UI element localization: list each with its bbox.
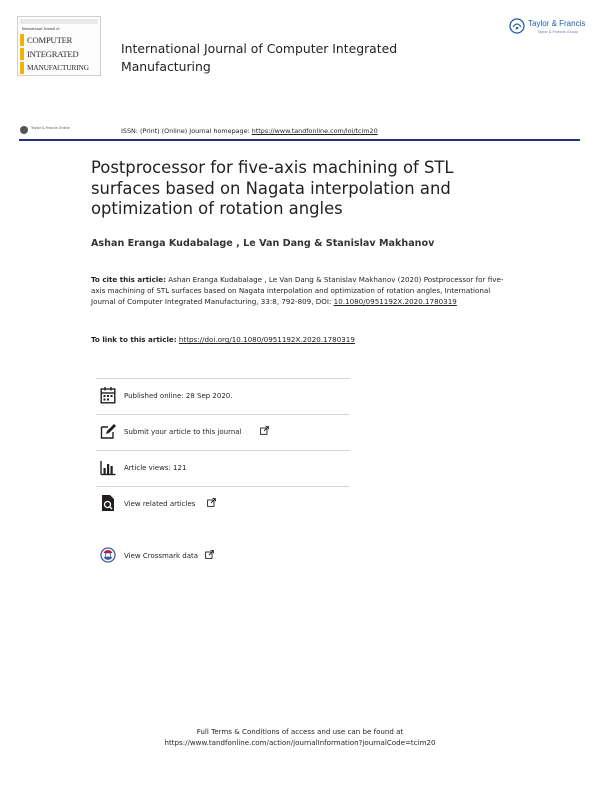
footer-terms-text: Full Terms & Conditions of access and use can be found at <box>196 727 404 736</box>
footer <box>100 727 500 748</box>
publisher-tagline: Taylor & Francis Group <box>537 29 578 34</box>
cover-line <box>20 34 98 46</box>
article-title: Postprocessor for five-axis machining of STL surfaces based on Nagata interpolation and optimization of rotation angles <box>91 158 454 218</box>
cover-accent-bar <box>20 48 24 60</box>
info-row-published <box>96 378 350 414</box>
external-link-icon <box>205 550 214 559</box>
tandf-online-logo-text: Taylor & Francis Online <box>31 126 70 130</box>
row-divider <box>96 486 350 487</box>
row-divider <box>96 450 350 451</box>
publisher-name: Taylor & Francis <box>528 19 586 28</box>
edit-icon <box>100 422 116 440</box>
issn-line <box>121 127 378 135</box>
tandf-online-logo-icon <box>20 126 28 134</box>
row-divider <box>96 414 350 415</box>
cover-line-text: INTEGRATED <box>27 49 79 59</box>
calendar-icon <box>100 386 116 404</box>
external-link-icon <box>260 426 269 435</box>
cover-line-text: MANUFACTURING <box>27 63 89 72</box>
cover-accent-bar <box>20 34 24 46</box>
citation-label: To cite this article: <box>91 275 166 284</box>
cover-line-text: COMPUTER <box>27 35 73 45</box>
publisher-logo[interactable] <box>509 15 585 43</box>
journal-homepage-link[interactable]: https://www.tandfonline.com/loi/tcim20 <box>251 127 378 135</box>
cover-top-strip <box>20 19 98 24</box>
journal-title: International Journal of Computer Integrated Manufacturing <box>121 41 398 74</box>
publisher-emblem-icon <box>509 18 525 34</box>
document-search-icon <box>100 494 116 512</box>
info-row-crossmark[interactable] <box>96 538 350 574</box>
cover-kicker: International Journal of <box>22 26 60 31</box>
cover-line <box>20 62 98 74</box>
cover-accent-bar <box>20 62 24 74</box>
external-link-icon <box>207 498 216 507</box>
footer-terms-link[interactable]: https://www.tandfonline.com/action/journalInformation?journalCode=tcim20 <box>164 737 436 747</box>
crossmark-link[interactable]: View Crossmark data <box>124 552 199 560</box>
cover-line <box>20 48 98 60</box>
issn-prefix: ISSN: (Print) (Online) Journal homepage: <box>121 127 250 135</box>
info-row-submit[interactable] <box>96 414 350 450</box>
article-doi-link[interactable]: https://doi.org/10.1080/0951192X.2020.1780319 <box>178 335 355 344</box>
bar-chart-icon <box>100 458 116 476</box>
crossmark-icon <box>100 546 116 564</box>
article-authors: Ashan Eranga Kudabalage , Le Van Dang & Stanislav Makhanov <box>91 238 435 249</box>
info-row-related[interactable] <box>96 486 350 522</box>
published-date-text: Published online: 28 Sep 2020. <box>124 392 233 400</box>
tandf-online-logo <box>20 126 70 134</box>
article-link-line <box>91 335 355 344</box>
related-articles-link[interactable]: View related articles <box>124 500 196 508</box>
journal-cover-thumbnail <box>17 16 101 76</box>
citation-text: Ashan Eranga Kudabalage , Le Van Dang & Stanislav Makhanov (2020) Postprocessor for five-axis machining of STL surfaces based on Nagata interpolation and optimization of rotation angles, International Journal of Computer Integrated Manufacturing, 33:8, 792-809, DOI: <box>91 275 504 306</box>
row-divider <box>96 378 350 379</box>
submit-article-link[interactable]: Submit your article to this journal <box>124 428 242 436</box>
header-rule <box>19 139 580 141</box>
article-views-text: Article views: 121 <box>124 464 187 472</box>
citation-doi-link[interactable]: 10.1080/0951192X.2020.1780319 <box>333 296 457 306</box>
citation-block <box>91 275 511 307</box>
link-label: To link to this article: <box>91 335 177 344</box>
info-row-views <box>96 450 350 486</box>
